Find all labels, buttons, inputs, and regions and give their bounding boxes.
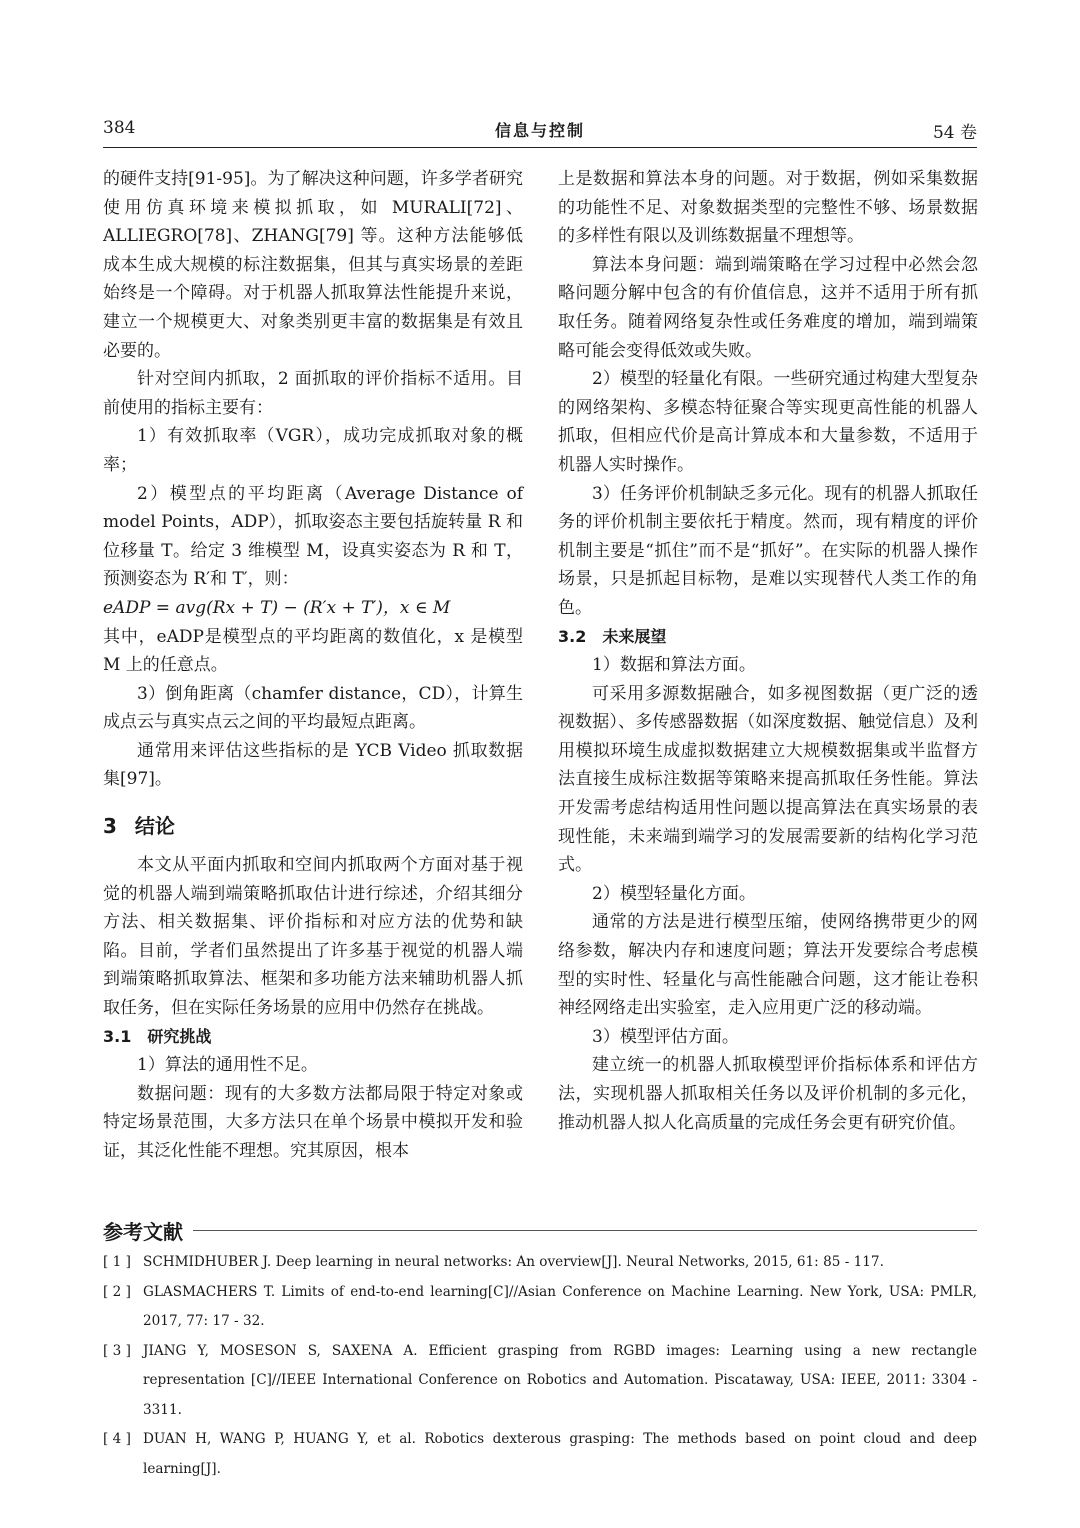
paragraph: 2）模型的轻量化有限。一些研究通过构建大型复杂的网络架构、多模态特征聚合等实现更高性能的机器人抓取，但相应代价是高计算成本和大量参数，不适用于机器人实时操作。 xyxy=(558,369,978,475)
paragraph: 数据问题：现有的大多数方法都局限于特定对象或特定场景范围，大多方法只在单个场景中模拟开发和验证，其泛化性能不理想。究其原因，根本 xyxy=(103,1083,523,1161)
journal-title: 信息与控制 xyxy=(494,121,585,140)
paragraph: 3）倒角距离（chamfer distance，CD），计算生成点云与真实点云之间的平均最短点距离。 xyxy=(103,683,523,733)
paragraph: 1）有效抓取率（VGR），成功完成抓取对象的概率； xyxy=(103,426,523,475)
section-heading xyxy=(103,810,523,839)
subsection-heading xyxy=(103,1023,523,1052)
reference-text: JIANG Y, MOSESON S, SAXENA A. Efficient grasping from RGBD images: Learning using a new rectangle representation [C]//IEEE International Conference on Robotics and Automation. Piscataway, USA: IEEE, 2011: 3304 - 3311. xyxy=(143,1342,977,1418)
page-number: 384 xyxy=(103,118,136,138)
paragraph: 通常的方法是进行模型压缩，使网络携带更少的网络参数，解决内存和速度问题；算法开发要综合考虑模型的实时性、轻量化与高性能融合问题，这才能让卷积神经网络走出实验室，走入应用更广泛的移动端。 xyxy=(558,912,978,1019)
reference-text: SCHMIDHUBER J. Deep learning in neural networks: An overview[J]. Neural Networks, 2015, 61: 85 - 117. xyxy=(143,1254,884,1270)
reference-index: [ 4 ] xyxy=(103,1431,131,1447)
reference-item xyxy=(103,1337,977,1426)
paragraph: 1）算法的通用性不足。 xyxy=(137,1055,318,1076)
equation: eADP = avg(Rx + T) − (R′x + T′)，x ∈ M xyxy=(103,597,451,618)
reference-item xyxy=(103,1425,977,1484)
paragraph: 算法本身问题：端到端策略在学习过程中必然会忽略问题分解中包含的有价值信息，这并不适用于所有抓取任务。随着网络复杂性或任务难度的增加，端到端策略可能会变得低效或失败。 xyxy=(558,254,978,361)
reference-item xyxy=(103,1248,977,1278)
paragraph: 3）任务评价机制缺乏多元化。现有的机器人抓取任务的评价机制主要依托于精度。然而，现有精度的评价机制主要是“抓住”而不是“抓好”。在实际的机器人操作场景，只是抓起目标物，是难以实现替代人类工作的角色。 xyxy=(558,483,978,618)
paragraph: 可采用多源数据融合，如多视图数据（更广泛的透视数据）、多传感器数据（如深度数据、触觉信息）及利用模拟环境生成虚拟数据建立大规模数据集或半监督方法直接生成标注数据等策略来提高抓取任务性能。算法开发需考虑结构适用性问题以提高算法在真实场景的表现性能，未来端到端学习的发展需要新的结构化学习范式。 xyxy=(558,683,978,876)
paragraph: 建立统一的机器人抓取模型评价指标体系和评估方法，实现机器人抓取相关任务以及评价机制的多元化，推动机器人拟人化高质量的完成任务会更有研究价值。 xyxy=(558,1055,978,1133)
header-rule xyxy=(103,147,977,148)
paragraph: 2）模型轻量化方面。 xyxy=(592,883,756,904)
subsection-number: 3.1 xyxy=(103,1026,132,1046)
subsection-title: 未来展望 xyxy=(602,626,667,646)
left-column xyxy=(103,165,523,1166)
subsection-heading xyxy=(558,623,978,652)
subsection-title: 研究挑战 xyxy=(147,1026,212,1046)
volume-label: 54 卷 xyxy=(932,123,977,143)
paragraph: 上是数据和算法本身的问题。对于数据，例如采集数据的功能性不足、对象数据类型的完整性不够、场景数据的多样性有限以及训练数据量不理想等。 xyxy=(558,169,978,247)
reference-index: [ 3 ] xyxy=(103,1342,131,1359)
paragraph: 通常用来评估这些指标的是 YCB Video 抓取数据集[97]。 xyxy=(103,740,523,790)
paragraph: 1）数据和算法方面。 xyxy=(592,655,756,676)
references-rule xyxy=(103,1230,977,1231)
reference-text: GLASMACHERS T. Limits of end-to-end learning[C]//Asian Conference on Machine Learning. New York, USA: PMLR, 2017, 77: 17 - 32. xyxy=(143,1283,977,1329)
reference-text: DUAN H, WANG P, HUANG Y, et al. Robotics dexterous grasping: The methods based on point cloud and deep learning[J]. xyxy=(143,1431,977,1477)
paragraph: 本文从平面内抓取和空间内抓取两个方面对基于视觉的机器人端到端策略抓取估计进行综述，介绍其细分方法、相关数据集、评价指标和对应方法的优势和缺陷。目前，学者们虽然提出了许多基于视觉的机器人端到端策略抓取算法、框架和多功能方法来辅助机器人抓取任务，但在实际任务场景的应用中仍然存在挑战。 xyxy=(103,855,523,1019)
paragraph: 2）模型点的平均距离（Average Distance of model Points，ADP），抓取姿态主要包括旋转量 R 和位移量 T。给定 3 维模型 M，设真实姿态为 R 和 T，预测姿态为 R′和 T′，则： xyxy=(103,483,523,590)
references-heading: 参考文献 xyxy=(103,1216,193,1245)
reference-index: [ 1 ] xyxy=(103,1254,131,1270)
reference-index: [ 2 ] xyxy=(103,1283,131,1300)
paragraph: 其中，eADP是模型点的平均距离的数值化，x 是模型 M 上的任意点。 xyxy=(103,626,523,676)
section-number: 3 xyxy=(103,814,117,839)
paragraph: 针对空间内抓取，2 面抓取的评价指标不适用。目前使用的指标主要有： xyxy=(103,369,523,418)
right-column xyxy=(558,165,978,1137)
reference-item xyxy=(103,1278,977,1337)
paragraph: 3）模型评估方面。 xyxy=(592,1026,739,1047)
reference-list xyxy=(103,1248,977,1484)
section-title: 结论 xyxy=(134,814,175,839)
paragraph: 的硬件支持[91-95]。为了解决这种问题，许多学者研究使用仿真环境来模拟抓取，如 MURALI[72]、ALLIEGRO[78]、ZHANG[79] 等。这种方法能够低成本生成大规模的标注数据集，但其与真实场景的差距始终是一个障碍。对于机器人抓取算法性能提升来说，建立一个规模更大、对象类别更丰富的数据集是有效且必要的。 xyxy=(103,169,523,361)
running-header xyxy=(103,118,977,146)
subsection-number: 3.2 xyxy=(558,626,587,646)
